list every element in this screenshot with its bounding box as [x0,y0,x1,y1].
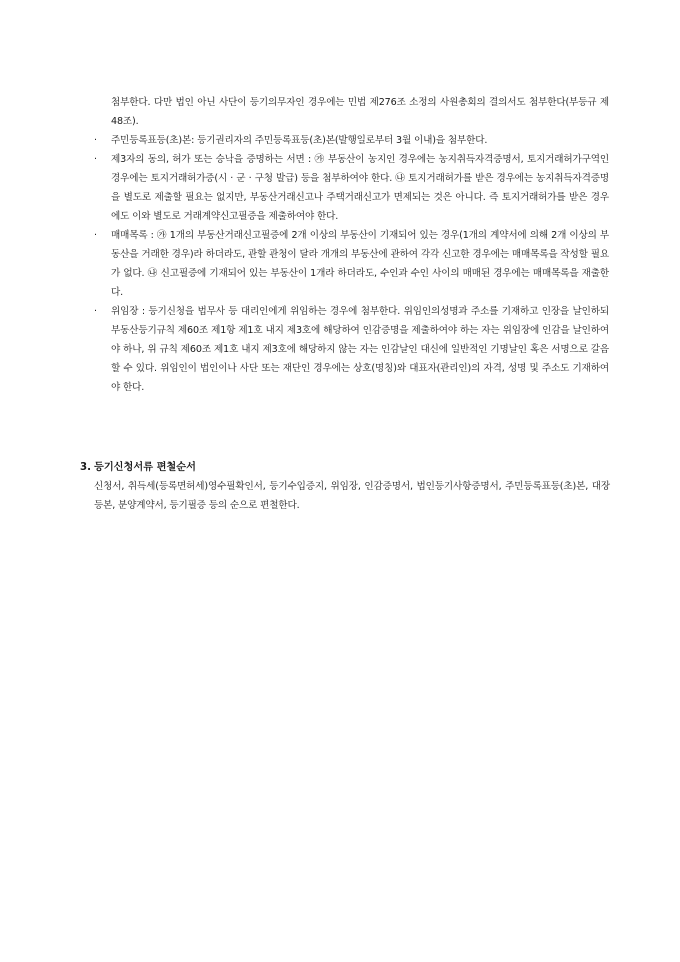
bullet-marker: · [94,230,97,241]
bullet-marker: · [94,135,97,146]
section-filing-order [80,458,610,515]
list-item-text: 매매목록 : ㉮ 1개의 부동산거래신고필증에 2개 이상의 부동산이 기재되어 있는 경우(1개의 계약서에 의해 2개 이상의 부동산을 거래한 경우)라 하더라도, 관할 관청이 달라 개개의 부동산에 관하여 각각 신고한 경우에는 매매목록을 작성할 필요가 없다. ㉯ 신고필증에 기재되어 있는 부동산이 1개라 하더라도, 수인과 수인 사이의 매매된 경우에는 매매목록을 재출한다. [111,230,609,298]
list-item [94,226,609,302]
section-title: 등기신청서류 편철순서 [94,462,196,473]
bullet-marker: · [94,154,97,165]
attachment-list [94,131,609,397]
list-item-text: 주민등록표등(초)본: 등기권리자의 주민등록표등(초)본(발행일로부터 3월 이내)을 첨부한다. [111,135,488,146]
continuation-paragraph: 첨부한다. 다만 법인 아닌 사단이 등기의무자인 경우에는 민법 제276조 소정의 사원총회의 결의서도 첨부한다(부등규 제48조). [111,97,609,127]
section-body: 신청서, 취득세(등록면허세)영수필확인서, 등기수입증지, 위임장, 인감증명서, 법인등기사항증명서, 주민등록표등(초)본, 대장등본, 분양계약서, 등기필증 등의 순으로 편철한다. [94,481,610,511]
list-item [94,150,609,226]
section-number: 3. [80,462,91,473]
section-heading [80,458,610,477]
list-item-text: 제3자의 동의, 허가 또는 승낙을 증명하는 서면 : ㉮ 부동산이 농지인 경우에는 농지취득자격증명서, 토지거래허가구역인 경우에는 토지거래허가증(시 · 군 · 구청 발급) 등을 첨부하여야 한다. ㉯ 토지거래허가를 받은 경우에는 농지취득자격증명을 별도로 제출할 필요는 없지만, 부동산거래신고나 주택거래신고가 면제되는 것은 아니다. 즉 토지거래허가를 받은 경우에도 이와 별도로 거래계약신고필증을 제출하여야 한다. [111,154,609,222]
bullet-marker: · [94,306,97,317]
list-item-text: 위임장 : 등기신청을 법무사 등 대리인에게 위임하는 경우에 첨부한다. 위임인의성명과 주소를 기재하고 인장을 날인하되 부동산등기규칙 제60조 제1항 제1호 내지 제3호에 해당하여 인감증명을 제출하여야 하는 자는 위임장에 인감을 날인하여야 하나, 위 규칙 제60조 제1호 내지 제3호에 해당하지 않는 자는 인감날인 대신에 일반적인 기명날인 혹은 서명으로 갈음할 수 있다. 위임인이 법인이나 사단 또는 재단인 경우에는 상호(명칭)와 대표자(관리인)의 자격, 성명 및 주소도 기재하여야 한다. [111,306,609,393]
list-item [94,302,609,397]
list-item [94,131,609,150]
